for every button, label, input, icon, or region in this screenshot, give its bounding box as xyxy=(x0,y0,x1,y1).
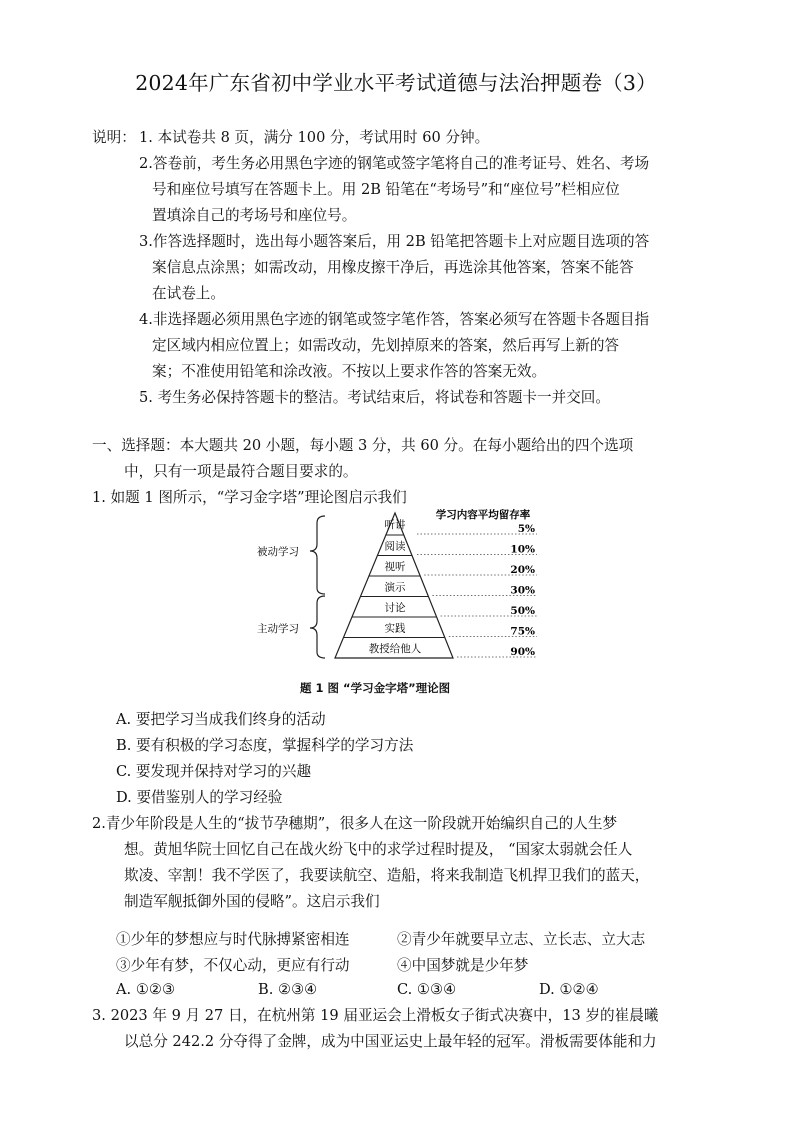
figure-header: 学习内容平均留存率 xyxy=(435,509,531,521)
retention-rate: 50% xyxy=(510,605,535,617)
pyramid-level-label: 教授给他人 xyxy=(368,642,422,655)
active-brace xyxy=(310,596,325,658)
instructions-label: 说明： xyxy=(92,129,136,146)
instruction-5: 5. 考生务必保持答题卡的整洁。考试结束后，将试卷和答题卡一并交回。 xyxy=(139,389,610,406)
q1-stem: 1. 如题 1 图所示，“学习金字塔”理论图启示我们 xyxy=(92,489,407,506)
learning-pyramid-figure xyxy=(255,508,545,663)
q2-statement-2: ②青少年就要早立志、立长志、立大志 xyxy=(397,931,646,948)
instruction-3-line-3: 在试卷上。 xyxy=(152,285,225,302)
q3-stem-line-1: 3. 2023 年 9 月 27 日，在杭州第 19 届亚运会上滑板女子街式决赛中，13 岁的崔晨曦 xyxy=(92,1007,659,1024)
q2-statement-1: ①少年的梦想应与时代脉搏紧密相连 xyxy=(116,931,350,948)
q2-option-a[interactable]: A. ①②③ xyxy=(116,981,176,998)
q2-option-b[interactable]: B. ②③④ xyxy=(258,981,318,998)
instruction-4-line-1: 4.非选择题必须用黑色字迹的钢笔或签字笔作答，答案必须写在答题卡各题目指 xyxy=(139,311,650,328)
pyramid-level-label: 实践 xyxy=(384,622,406,635)
retention-rate: 5% xyxy=(517,523,535,535)
figure-caption: 题 1 图 “学习金字塔”理论图 xyxy=(300,681,451,695)
q2-statement-3: ③少年有梦，不仅心动，更应有行动 xyxy=(116,957,350,974)
instruction-2-line-1: 2.答卷前，考生务必用黑色字迹的钢笔或签字笔将自己的准考证号、姓名、考场 xyxy=(139,155,650,172)
q2-stem-line-2: 想。黄旭华院士回忆自己在战火纷飞中的求学过程时提及， “国家太弱就会任人 xyxy=(124,841,633,858)
instruction-4-line-2: 定区域内相应位置上；如需改动，先划掉原来的答案，然后再写上新的答 xyxy=(152,337,620,354)
instruction-2-line-2: 号和座位号填写在答题卡上。用 2B 铅笔在“考场号”和“座位号”栏相应位 xyxy=(152,181,620,198)
q2-statement-4: ④中国梦就是少年梦 xyxy=(397,957,529,974)
passive-learning-label: 被动学习 xyxy=(257,546,299,558)
retention-rate: 90% xyxy=(510,646,535,658)
pyramid-level-label: 演示 xyxy=(384,581,406,594)
q2-stem-line-4: 制造军舰抵御外国的侵略”。这启示我们 xyxy=(124,893,380,910)
q3-stem-line-2: 以总分 242.2 分夺得了金牌，成为中国亚运史上最年轻的冠军。滑板需要体能和力 xyxy=(124,1033,657,1050)
q1-option-b[interactable]: B. 要有积极的学习态度，掌握科学的学习方法 xyxy=(116,737,414,754)
pyramid-level-label: 视听 xyxy=(384,560,406,573)
instruction-4-line-3: 案；不准使用铅笔和涂改液。不按以上要求作答的答案无效。 xyxy=(152,363,547,380)
instruction-3-line-2: 案信息点涂黑；如需改动，用橡皮擦干净后，再选涂其他答案，答案不能答 xyxy=(152,259,634,276)
instruction-3-line-1: 3.作答选择题时，选出每小题答案后，用 2B 铅笔把答题卡上对应题目选项的答 xyxy=(139,233,650,250)
pyramid-level-label: 阅读 xyxy=(384,540,406,553)
pyramid-level-label: 讨论 xyxy=(384,601,406,614)
retention-rate: 75% xyxy=(510,625,535,638)
section-heading-line-1: 一、选择题：本大题共 20 小题，每小题 3 分，共 60 分。在每小题给出的四个选项 xyxy=(92,437,634,454)
instruction-1: 1. 本试卷共 8 页，满分 100 分，考试用时 60 分钟。 xyxy=(139,129,490,146)
retention-rate: 30% xyxy=(510,584,535,597)
section-heading-line-2: 中，只有一项是最符合题目要求的。 xyxy=(124,463,358,480)
passive-brace xyxy=(310,516,325,594)
q2-stem-line-1: 2.青少年阶段是人生的“拔节孕穗期”，很多人在这一阶段就开始编织自己的人生梦 xyxy=(92,815,618,832)
page-title: 2024年广东省初中学业水平考试道德与法治押题卷（3） xyxy=(135,71,657,95)
q2-option-c[interactable]: C. ①③④ xyxy=(397,981,457,998)
q1-option-c[interactable]: C. 要发现并保持对学习的兴趣 xyxy=(116,763,312,780)
retention-rate: 10% xyxy=(510,543,535,556)
active-learning-label: 主动学习 xyxy=(257,623,299,635)
q1-option-a[interactable]: A. 要把学习当成我们终身的活动 xyxy=(116,711,326,728)
q2-option-d[interactable]: D. ①②④ xyxy=(539,981,599,998)
q1-option-d[interactable]: D. 要借鉴别人的学习经验 xyxy=(116,789,283,806)
pyramid-level-label: 听讲 xyxy=(384,519,406,531)
retention-rate: 20% xyxy=(510,564,535,576)
q2-stem-line-3: 欺凌、宰割！我不学医了，我要读航空、造船，将来我制造飞机捍卫我们的蓝天， xyxy=(124,867,650,884)
instruction-2-line-3: 置填涂自己的考场号和座位号。 xyxy=(152,207,357,224)
